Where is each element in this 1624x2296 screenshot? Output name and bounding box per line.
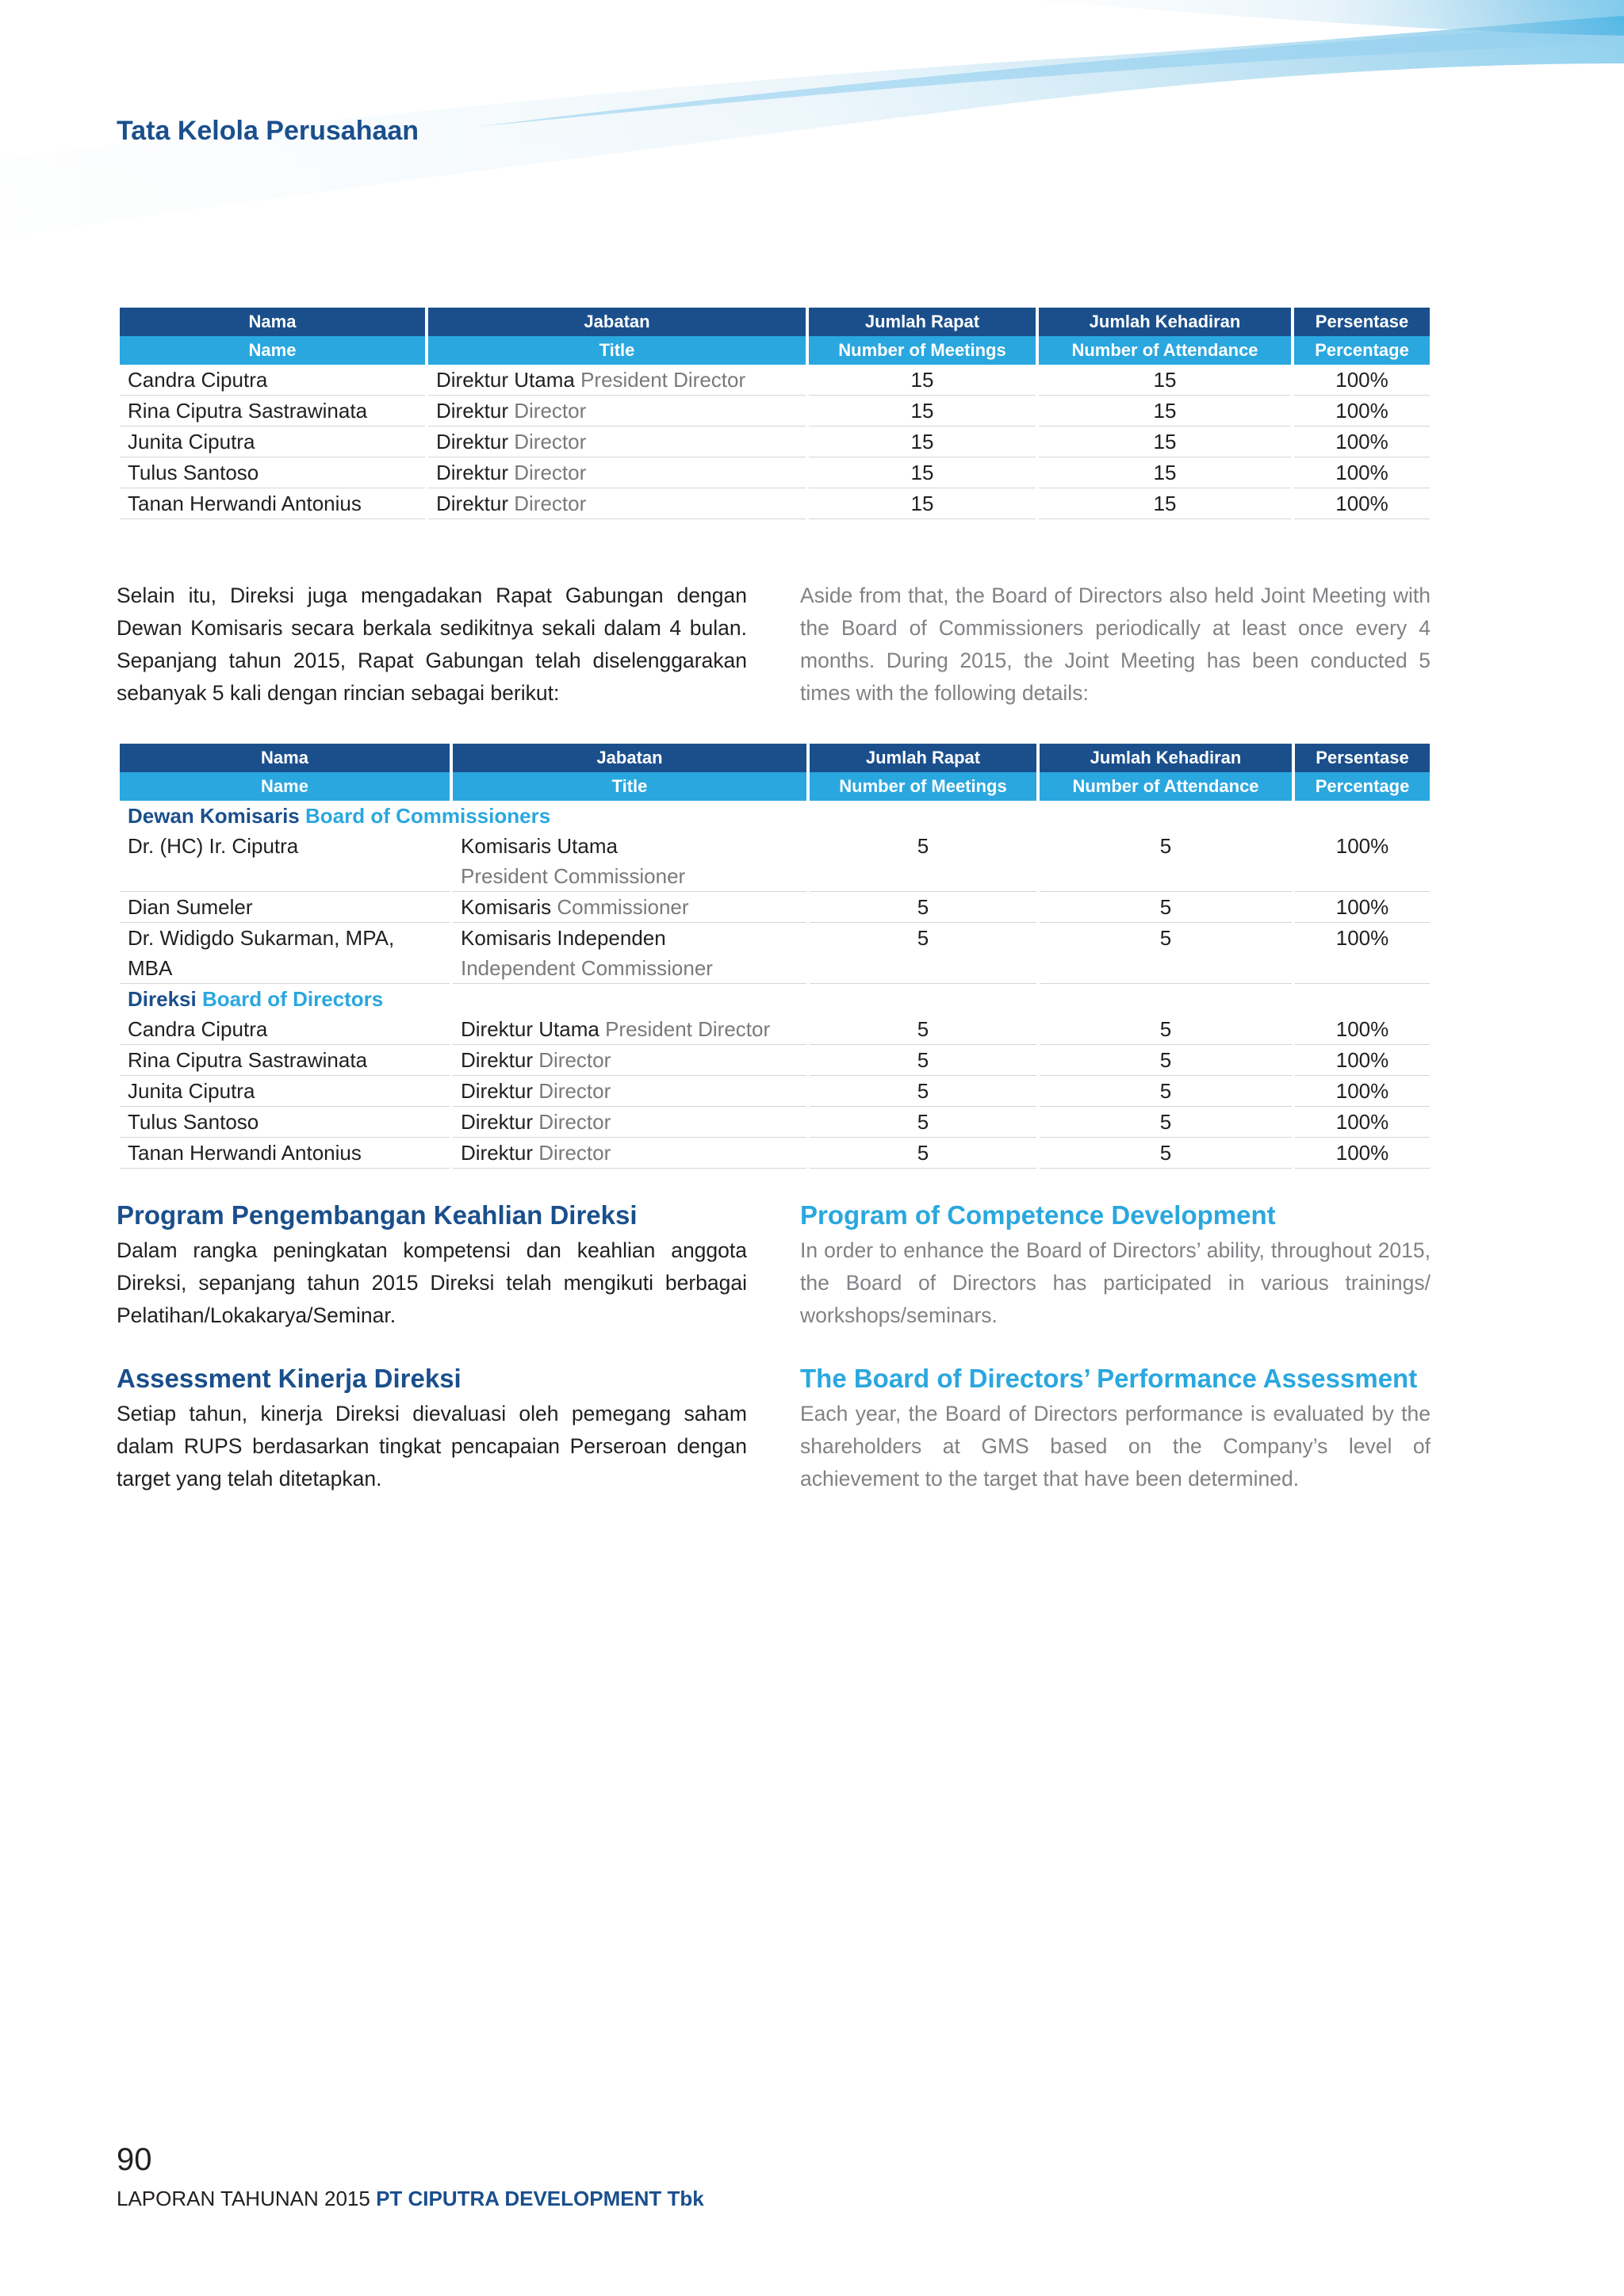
table-row	[120, 892, 1430, 923]
cell-name: Junita Ciputra	[120, 1076, 450, 1107]
col-header: Title	[453, 772, 806, 801]
cell-name: Dr. (HC) Ir. Ciputra	[120, 831, 450, 892]
cell-title: Direktur Utama President Director	[428, 365, 806, 396]
table-header-row-id	[120, 308, 1430, 336]
col-header: Jabatan	[428, 308, 806, 336]
cell-name: Dian Sumeler	[120, 892, 450, 923]
assessment-text-en: Each year, the Board of Directors performance is evaluated by the shareholders at GMS based on the Company’s level of achievement to the target that have been determined.	[800, 1402, 1431, 1490]
cell-percentage: 100%	[1295, 892, 1430, 923]
cell-percentage: 100%	[1294, 427, 1430, 457]
cell-meetings: 15	[809, 396, 1036, 427]
competence-heading-id: Program Pengembangan Keahlian Direksi	[117, 1200, 638, 1230]
competence-text-id: Dalam rangka peningkatan kompetensi dan keahlian anggota Direksi, sepanjang tahun 2015 Direksi telah mengikuti berbagai Pelatihan/Lokakarya/Seminar.	[117, 1238, 747, 1327]
section-row-commissioners	[120, 801, 1430, 831]
col-header: Percentage	[1294, 336, 1430, 365]
col-header: Name	[120, 772, 450, 801]
cell-name: Candra Ciputra	[120, 365, 425, 396]
cell-title: Komisaris Independen Independent Commissioner	[453, 923, 806, 984]
cell-percentage: 100%	[1294, 457, 1430, 488]
section-label: Dewan Komisaris Board of Commissioners	[128, 804, 551, 828]
cell-name: Tulus Santoso	[120, 1107, 450, 1138]
cell-attendance: 15	[1039, 457, 1291, 488]
cell-percentage: 100%	[1295, 923, 1430, 984]
joint-meeting-table	[117, 744, 1433, 1169]
cell-title: Direktur Director	[428, 427, 806, 457]
cell-title: Direktur Director	[453, 1138, 806, 1169]
competence-text-en: In order to enhance the Board of Directors’ ability, throughout 2015, the Board of Directors has participated in various trainings/ workshops/seminars.	[800, 1238, 1431, 1327]
joint-meeting-text-en: Aside from that, the Board of Directors also held Joint Meeting with the Board of Commissioners periodically at least once every 4 months. During 2015, the Joint Meeting has been conducted 5 times with the following details:	[800, 584, 1431, 705]
cell-attendance: 15	[1039, 365, 1291, 396]
cell-meetings: 5	[810, 1045, 1036, 1076]
cell-meetings: 15	[809, 457, 1036, 488]
col-header: Persentase	[1295, 744, 1430, 772]
section-row-directors	[120, 984, 1430, 1014]
cell-meetings: 5	[810, 1076, 1036, 1107]
col-header: Jumlah Kehadiran	[1039, 308, 1291, 336]
cell-percentage: 100%	[1294, 396, 1430, 427]
cell-title: Direktur Director	[428, 488, 806, 519]
assessment-heading-en: The Board of Directors’ Performance Assessment	[800, 1364, 1418, 1393]
table-row	[120, 488, 1430, 519]
cell-name: Tanan Herwandi Antonius	[120, 488, 425, 519]
cell-name: Junita Ciputra	[120, 427, 425, 457]
cell-attendance: 5	[1040, 1045, 1292, 1076]
table-row	[120, 396, 1430, 427]
col-header: Jumlah Kehadiran	[1040, 744, 1292, 772]
cell-title: Direktur Director	[453, 1045, 806, 1076]
cell-title: Komisaris Utama President Commissioner	[453, 831, 806, 892]
table-row	[120, 923, 1430, 984]
assessment-heading-id: Assessment Kinerja Direksi	[117, 1364, 462, 1393]
cell-attendance: 5	[1040, 1076, 1292, 1107]
table-header-row-id	[120, 744, 1430, 772]
cell-name: Tulus Santoso	[120, 457, 425, 488]
table-row	[120, 365, 1430, 396]
table-row	[120, 1107, 1430, 1138]
cell-name: Tanan Herwandi Antonius	[120, 1138, 450, 1169]
cell-attendance: 15	[1039, 427, 1291, 457]
table-row	[120, 1045, 1430, 1076]
col-header: Jumlah Rapat	[810, 744, 1036, 772]
cell-percentage: 100%	[1295, 831, 1430, 892]
table-row	[120, 831, 1430, 892]
col-header: Title	[428, 336, 806, 365]
table-row	[120, 457, 1430, 488]
section-label: Direksi Board of Directors	[128, 987, 384, 1011]
cell-meetings: 5	[810, 831, 1036, 892]
cell-attendance: 5	[1040, 1014, 1292, 1045]
cell-percentage: 100%	[1295, 1107, 1430, 1138]
joint-meeting-text-id: Selain itu, Direksi juga mengadakan Rapat Gabungan dengan Dewan Komisaris secara berkala sedikitnya sekali dalam 4 bulan. Sepanjang tahun 2015, Rapat Gabungan telah diselenggarakan sebanyak 5 kali dengan rincian sebagai berikut:	[117, 584, 747, 705]
cell-attendance: 15	[1039, 396, 1291, 427]
cell-title: Direktur Director	[428, 396, 806, 427]
cell-name: Rina Ciputra Sastrawinata	[120, 396, 425, 427]
col-header: Jumlah Rapat	[809, 308, 1036, 336]
footer-report-label: LAPORAN TAHUNAN 2015	[117, 2187, 370, 2210]
cell-attendance: 15	[1039, 488, 1291, 519]
table-row	[120, 1138, 1430, 1169]
cell-meetings: 5	[810, 1138, 1036, 1169]
cell-title: Direktur Director	[428, 457, 806, 488]
table-header-row-en	[120, 772, 1430, 801]
table-row	[120, 1014, 1430, 1045]
cell-meetings: 15	[809, 427, 1036, 457]
col-header: Nama	[120, 744, 450, 772]
col-header: Number of Attendance	[1040, 772, 1292, 801]
cell-attendance: 5	[1040, 923, 1292, 984]
cell-name: Candra Ciputra	[120, 1014, 450, 1045]
section-header: Tata Kelola Perusahaan	[117, 116, 419, 146]
cell-name: Rina Ciputra Sastrawinata	[120, 1045, 450, 1076]
col-header: Jabatan	[453, 744, 806, 772]
cell-percentage: 100%	[1295, 1014, 1430, 1045]
col-header: Name	[120, 336, 425, 365]
cell-title: Direktur Director	[453, 1107, 806, 1138]
col-header: Number of Meetings	[809, 336, 1036, 365]
table-row	[120, 1076, 1430, 1107]
cell-title: Direktur Utama President Director	[453, 1014, 806, 1045]
cell-meetings: 5	[810, 923, 1036, 984]
cell-title: Direktur Director	[453, 1076, 806, 1107]
col-header: Persentase	[1294, 308, 1430, 336]
cell-meetings: 15	[809, 365, 1036, 396]
cell-percentage: 100%	[1295, 1138, 1430, 1169]
cell-meetings: 15	[809, 488, 1036, 519]
col-header: Number of Meetings	[810, 772, 1036, 801]
cell-name: Dr. Widigdo Sukarman, MPA, MBA	[120, 923, 450, 984]
footer	[117, 2187, 704, 2211]
page-number: 90	[117, 2142, 152, 2177]
cell-percentage: 100%	[1294, 488, 1430, 519]
cell-attendance: 5	[1040, 1138, 1292, 1169]
table-header-row-en	[120, 336, 1430, 365]
competence-heading-en: Program of Competence Development	[800, 1200, 1276, 1230]
cell-meetings: 5	[810, 892, 1036, 923]
col-header: Number of Attendance	[1039, 336, 1291, 365]
col-header: Percentage	[1295, 772, 1430, 801]
cell-attendance: 5	[1040, 831, 1292, 892]
cell-percentage: 100%	[1295, 1076, 1430, 1107]
footer-company-name: PT CIPUTRA DEVELOPMENT Tbk	[376, 2187, 704, 2210]
cell-meetings: 5	[810, 1107, 1036, 1138]
cell-attendance: 5	[1040, 892, 1292, 923]
cell-title: Komisaris Commissioner	[453, 892, 806, 923]
table-row	[120, 427, 1430, 457]
cell-percentage: 100%	[1295, 1045, 1430, 1076]
cell-meetings: 5	[810, 1014, 1036, 1045]
directors-meeting-table	[117, 308, 1433, 519]
cell-percentage: 100%	[1294, 365, 1430, 396]
col-header: Nama	[120, 308, 425, 336]
cell-attendance: 5	[1040, 1107, 1292, 1138]
assessment-text-id: Setiap tahun, kinerja Direksi dievaluasi oleh pemegang saham dalam RUPS berdasarkan tingkat pencapaian Perseroan dengan target yang telah ditetapkan.	[117, 1402, 747, 1490]
